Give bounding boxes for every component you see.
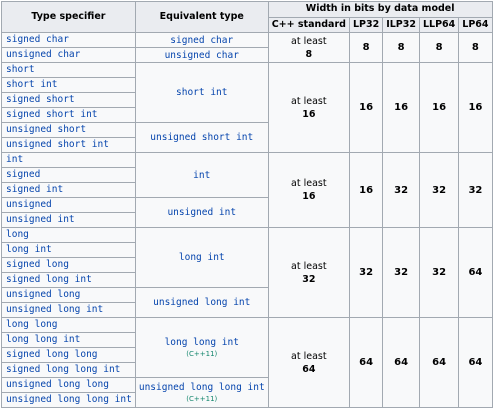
equivalent-type-link[interactable]: signed char	[170, 34, 234, 46]
type-specifier-cell[interactable]: unsigned char	[2, 48, 136, 63]
ilp32-width-cell: 32	[383, 228, 420, 318]
cpp-standard-width-cell	[268, 318, 349, 408]
model-header-cpp-standard: C++ standard	[268, 17, 349, 33]
llp64-width-cell: 32	[419, 228, 458, 318]
equivalent-type-cell	[135, 123, 268, 153]
model-header-lp64: LP64	[459, 17, 492, 33]
type-specifier-cell[interactable]: short	[2, 63, 136, 78]
lp32-width-cell: 8	[349, 33, 382, 63]
equivalent-type-cell	[135, 318, 268, 378]
model-header-ilp32: ILP32	[383, 17, 420, 33]
lp64-width-cell: 64	[459, 228, 492, 318]
cpp-standard-width-cell	[268, 33, 349, 63]
lp64-width-cell: 32	[459, 153, 492, 228]
type-specifier-cell[interactable]: unsigned long long	[2, 378, 136, 393]
integer-types-table	[1, 1, 493, 408]
at-least-label: at least	[291, 350, 327, 362]
equivalent-type-link[interactable]: long int	[178, 252, 225, 263]
type-specifier-cell[interactable]: unsigned long	[2, 288, 136, 303]
lp32-width-cell: 16	[349, 153, 382, 228]
equivalent-type-link[interactable]: unsigned short int	[150, 132, 254, 143]
at-least-label: at least	[291, 35, 327, 47]
cpp-standard-width-value: 64	[302, 363, 316, 375]
equivalent-type-cell	[135, 228, 268, 288]
type-specifier-cell[interactable]: long long	[2, 318, 136, 333]
ilp32-width-cell: 64	[383, 318, 420, 408]
cpp11-note[interactable]: (C++11)	[186, 395, 218, 403]
equivalent-type-link[interactable]: unsigned char	[164, 49, 239, 61]
at-least-label: at least	[291, 95, 327, 107]
cpp-standard-width-value: 32	[302, 273, 316, 285]
equivalent-type-header: Equivalent type	[135, 2, 268, 33]
lp64-width-cell: 16	[459, 63, 492, 153]
cpp-standard-width-cell	[268, 153, 349, 228]
type-specifier-cell[interactable]: unsigned short	[2, 123, 136, 138]
model-header-lp32: LP32	[349, 17, 382, 33]
lp32-width-cell: 64	[349, 318, 382, 408]
equivalent-type-link[interactable]: int	[193, 169, 211, 181]
equivalent-type-cell	[135, 288, 268, 318]
type-specifier-cell[interactable]: signed	[2, 168, 136, 183]
type-specifier-cell[interactable]: long int	[2, 243, 136, 258]
type-specifier-cell[interactable]: signed long	[2, 258, 136, 273]
table-row	[2, 228, 493, 243]
type-specifier-cell[interactable]: unsigned long long int	[2, 393, 136, 408]
type-specifier-cell[interactable]: unsigned short int	[2, 138, 136, 153]
header-row-1	[2, 2, 493, 18]
table-row	[2, 153, 493, 168]
lp32-width-cell: 16	[349, 63, 382, 153]
type-specifier-cell[interactable]: signed short int	[2, 108, 136, 123]
table-body	[2, 33, 493, 408]
equivalent-type-link[interactable]: long long int	[164, 337, 239, 348]
type-specifier-cell[interactable]: unsigned	[2, 198, 136, 213]
type-specifier-cell[interactable]: signed int	[2, 183, 136, 198]
lp32-width-cell: 32	[349, 228, 382, 318]
model-header-llp64: LLP64	[419, 17, 458, 33]
equivalent-type-cell	[135, 48, 268, 63]
type-specifier-header: Type specifier	[2, 2, 136, 33]
lp64-width-cell: 8	[459, 33, 492, 63]
llp64-width-cell: 8	[419, 33, 458, 63]
cpp-standard-width-cell	[268, 228, 349, 318]
ilp32-width-cell: 8	[383, 33, 420, 63]
equivalent-type-cell	[135, 198, 268, 228]
llp64-width-cell: 64	[419, 318, 458, 408]
cpp-standard-width-value: 16	[302, 191, 316, 202]
equivalent-type-link[interactable]: short int	[176, 87, 228, 98]
llp64-width-cell: 32	[419, 153, 458, 228]
type-specifier-cell[interactable]: signed long long int	[2, 363, 136, 378]
equivalent-type-cell	[135, 63, 268, 123]
width-group-header: Width in bits by data model	[268, 2, 492, 18]
equivalent-type-link[interactable]: unsigned int	[167, 207, 237, 218]
type-specifier-cell[interactable]: unsigned long int	[2, 303, 136, 318]
equivalent-type-cell	[135, 33, 268, 48]
type-specifier-cell[interactable]: unsigned int	[2, 213, 136, 228]
equivalent-type-link[interactable]: unsigned long int	[153, 297, 251, 308]
table-row	[2, 318, 493, 333]
type-specifier-cell[interactable]: signed long long	[2, 348, 136, 363]
table-row	[2, 63, 493, 78]
cpp-standard-width-cell	[268, 63, 349, 153]
at-least-label: at least	[291, 260, 327, 272]
type-specifier-cell[interactable]: long	[2, 228, 136, 243]
type-specifier-cell[interactable]: long long int	[2, 333, 136, 348]
equivalent-type-cell	[135, 378, 268, 408]
type-specifier-cell[interactable]: signed short	[2, 93, 136, 108]
ilp32-width-cell: 32	[383, 153, 420, 228]
cpp-standard-width-value: 8	[305, 48, 313, 60]
equivalent-type-link[interactable]: unsigned long long int	[138, 382, 265, 393]
llp64-width-cell: 16	[419, 63, 458, 153]
lp64-width-cell: 64	[459, 318, 492, 408]
type-specifier-cell[interactable]: int	[2, 153, 136, 168]
equivalent-type-cell	[135, 153, 268, 198]
cpp-standard-width-value: 16	[302, 108, 316, 120]
type-specifier-cell[interactable]: signed char	[2, 33, 136, 48]
at-least-label: at least	[291, 178, 327, 189]
type-specifier-cell[interactable]: signed long int	[2, 273, 136, 288]
table-row	[2, 33, 493, 48]
cpp11-note[interactable]: (C++11)	[186, 350, 218, 358]
ilp32-width-cell: 16	[383, 63, 420, 153]
type-specifier-cell[interactable]: short int	[2, 78, 136, 93]
